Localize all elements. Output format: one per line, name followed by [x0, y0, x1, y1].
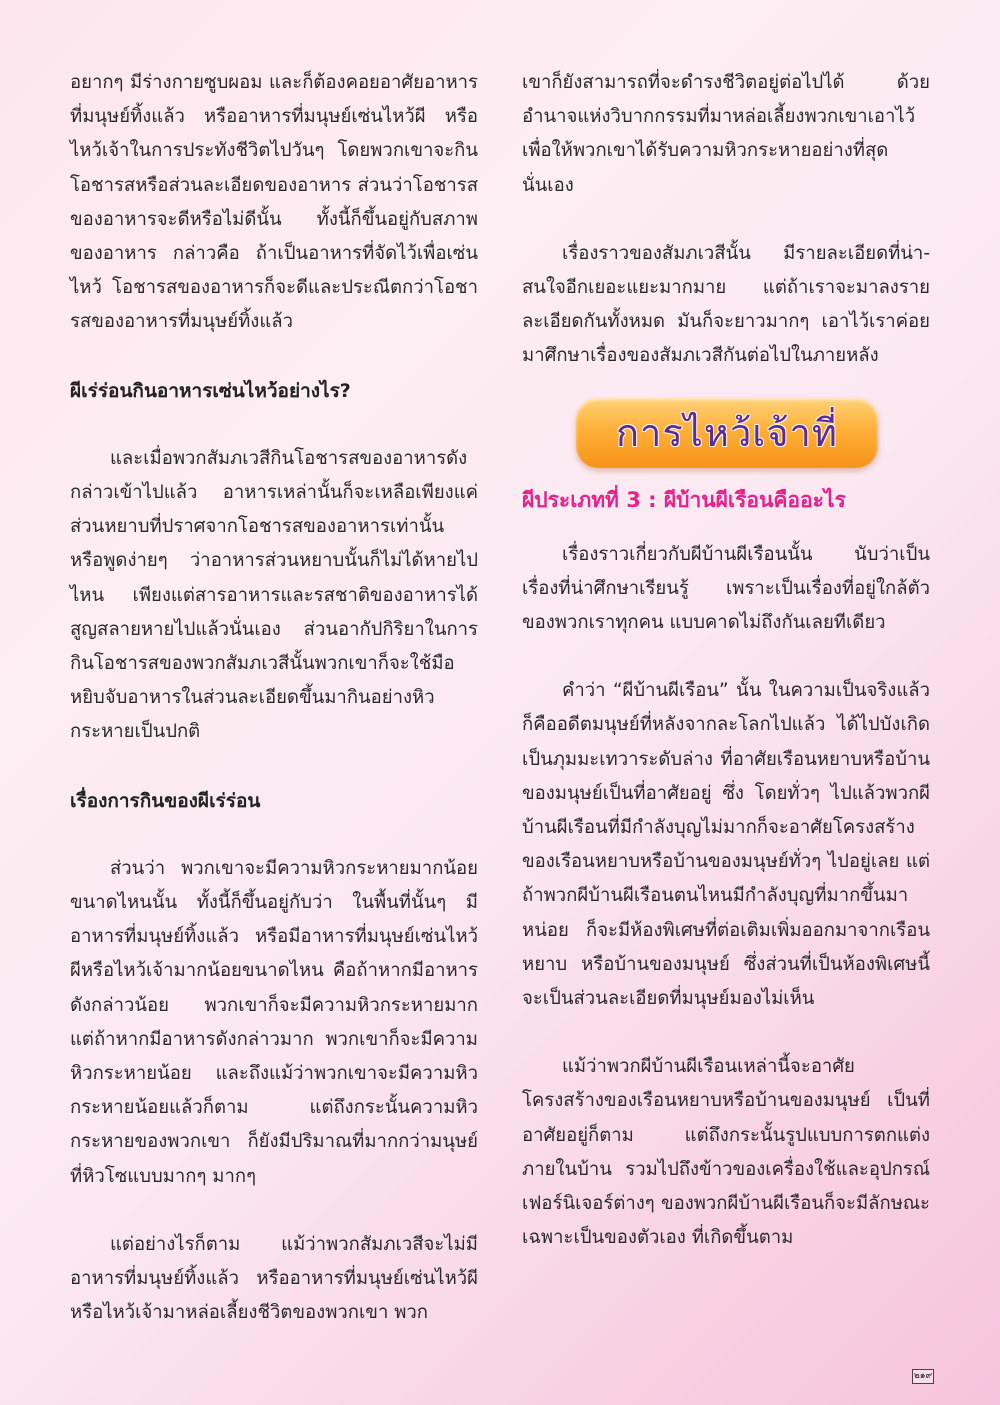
section-heading: ผีเร่ร่อนกินอาหารเซ่นไหว้อย่างไร? — [70, 379, 351, 402]
paragraph: แต่อย่างไรก็ตาม แม้ว่าพวกสัมภเวสีจะไม่มีอาหารที่มนุษย์ทิ้งแล้ว หรืออาหารที่มนุษย์เซ่นไหว้ผีหรือไหว้เจ้ามาหล่อเลี้ยงชีวิตของพวกเขา พวก — [70, 1233, 478, 1324]
paragraph: เรื่องราวเกี่ยวกับผีบ้านผีเรือนนั้น นับว่าเป็นเรื่องที่น่าศึกษาเรียนรู้ เพราะเป็นเรื่องที่อยู่ใกล้ตัวของพวกเราทุกคน แบบคาดไม่ถึงกันเลยทีเดียว — [522, 543, 930, 634]
paragraph: เรื่องราวของสัมภเวสีนั้น มีรายละเอียดที่น่า-สนใจอีกเยอะแยะมากมาย แต่ถ้าเราจะมาลงรายละเอียดกันทั้งหมด มันก็จะยาวมากๆ เอาไว้เราค่อยมาศึกษาเรื่องของสัมภเวสีกันต่อไปในภายหลัง — [522, 242, 930, 367]
paragraph: อยากๆ มีร่างกายซูบผอม และก็ต้องคอยอาศัยอาหารที่มนุษย์ทิ้งแล้ว หรืออาหารที่มนุษย์เซ่นไหว้ผี หรือไหว้เจ้าในการประทังชีวิตไปวันๆ โดยพวกเขาจะกินโอชารสหรือส่วนละเอียดของอาหาร ส่วนว่าโอชารสของอาหารจะดีหรือไม่ดีนั้น ทั้งนี้ก็ขึ้นอยู่กับสภาพของอาหาร กล่าวคือ ถ้าเป็นอาหารที่จัดไว้เพื่อเซ่นไหว้ โอชารสของอาหารก็จะดีและประณีตกว่าโอชารสของอาหารที่มนุษย์ทิ้งแล้ว — [70, 72, 478, 333]
left-column — [70, 66, 478, 1331]
section-subheading: ผีประเภทที่ 3 : ผีบ้านผีเรือนคืออะไร — [522, 487, 846, 512]
paragraph: เขาก็ยังสามารถที่จะดำรงชีวิตอยู่ต่อไปได้ ด้วยอำนาจแห่งวิบากกรรมที่มาหล่อเลี้ยงพวกเขาเอาไว้ เพื่อให้พวกเขาได้รับความหิวกระหายอย่างที่สุดนั่นเอง — [522, 72, 930, 196]
paragraph: และเมื่อพวกสัมภเวสีกินโอชารสของอาหารดังกล่าวเข้าไปแล้ว อาหารเหล่านั้นก็จะเหลือเพียงแค่ส่วนหยาบที่ปราศจากโอชารสของอาหารเท่านั้น หรือพูดง่ายๆ ว่าอาหารส่วนหยาบนั้นก็ไม่ได้หายไปไหน เพียงแต่สารอาหารและรสชาติของอาหารได้สูญสลายหายไปแล้วนั่นเอง ส่วนอากัปกิริยาในการกินโอชารสของพวกสัมภเวสีนั้นพวกเขาก็จะใช้มือหยิบจับอาหารในส่วนละเอียดขึ้นมากินอย่างหิวกระหายเป็นปกติ — [70, 447, 478, 743]
section-heading: เรื่องการกินของผีเร่ร่อน — [70, 789, 261, 812]
right-column — [522, 66, 930, 1255]
paragraph: คำว่า “ผีบ้านผีเรือน” นั้น ในความเป็นจริงแล้วก็คืออดีตมนุษย์ที่หลังจากละโลกไปแล้ว ได้ไปบังเกิดเป็นภุมมะเทวาระดับล่าง ที่อาศัยเรือนหยาบหรือบ้านของมนุษย์เป็นที่อาศัยอยู่ ซึ่ง โดยทั่วๆ ไปแล้วพวกผีบ้านผีเรือนที่มีกำลังบุญไม่มากก็จะอาศัยโครงสร้างของเรือนหยาบหรือบ้านของมนุษย์ทั่วๆ ไปอยู่เลย แต่ถ้าพวกผีบ้านผีเรือนตนไหนมีกำลังบุญที่มากขึ้นมาหน่อย ก็จะมีห้องพิเศษที่ต่อเติมเพิ่มออกมาจากเรือนหยาบ หรือบ้านของมนุษย์ ซึ่งส่วนที่เป็นห้องพิเศษนี้จะเป็นส่วนละเอียดที่มนุษย์มองไม่เห็น — [522, 680, 930, 1010]
paragraph: แม้ว่าพวกผีบ้านผีเรือนเหล่านี้จะอาศัยโครงสร้างของเรือนหยาบหรือบ้านของมนุษย์ เป็นที่อาศัยอยู่ก็ตาม แต่ถึงกระนั้นรูปแบบการตกแต่งภายในบ้าน รวมไปถึงข้าวของเครื่องใช้และอุปกรณ์เฟอร์นิเจอร์ต่างๆ ของพวกผีบ้านผีเรือนก็จะมีลักษณะเฉพาะเป็นของตัวเอง ที่เกิดขึ้นตาม — [522, 1056, 930, 1249]
section-banner: การไหว้เจ้าที่ — [576, 398, 878, 468]
page-number: ๒๑๙ — [912, 1369, 934, 1384]
paragraph: ส่วนว่า พวกเขาจะมีความหิวกระหายมากน้อยขนาดไหนนั้น ทั้งนี้ก็ขึ้นอยู่กับว่า ในพื้นที่นั้นๆ มีอาหารที่มนุษย์ทิ้งแล้ว หรือมีอาหารที่มนุษย์เซ่นไหว้ผีหรือไหว้เจ้ามากน้อยขนาดไหน คือถ้าหากมีอาหารดังกล่าวน้อย พวกเขาก็จะมีความหิวกระหายมาก แต่ถ้าหากมีอาหารดังกล่าวมาก พวกเขาก็จะมีความหิวกระหายน้อย และถึงแม้ว่าพวกเขาจะมีความหิวกระหายน้อยแล้วก็ตาม แต่ถึงกระนั้นความหิวกระหายของพวกเขา ก็ยังมีปริมาณที่มากกว่ามนุษย์ที่หิวโซแบบมากๆ มากๆ — [70, 857, 478, 1187]
